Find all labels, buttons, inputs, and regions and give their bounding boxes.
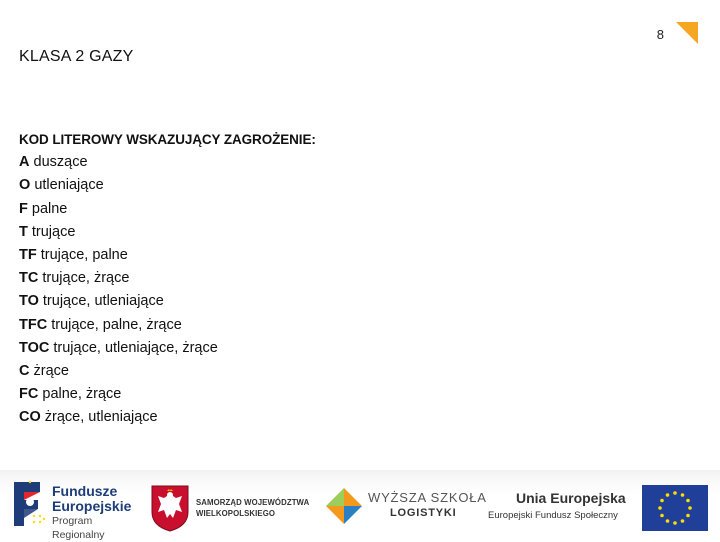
- hazard-description: trujące, palne: [40, 247, 128, 264]
- hazard-code: C: [19, 363, 30, 380]
- hazard-description: duszące: [33, 154, 88, 171]
- orange-corner-icon: [676, 22, 698, 44]
- list-item: [19, 360, 316, 383]
- hazard-description: palne, żrące: [42, 386, 122, 403]
- list-heading: KOD LITEROWY WSKAZUJĄCY ZAGROŻENIE:: [19, 132, 316, 147]
- list-item: [19, 290, 316, 313]
- wsl-line-2: LOGISTYKI: [390, 507, 457, 519]
- fe-line-2: Europejskie: [52, 498, 132, 514]
- hazard-code: TFC: [19, 316, 48, 333]
- eu-flag-icon: [642, 485, 708, 531]
- hazard-code: O: [19, 177, 31, 194]
- hazard-code: T: [19, 223, 28, 240]
- hazard-description: trujące, żrące: [42, 270, 130, 287]
- hazard-description: trujące, utleniające: [42, 293, 164, 310]
- wielkopolska-crest-icon: [150, 484, 190, 532]
- ue-line-1: Unia Europejska: [516, 490, 626, 506]
- wsl-line-1: WYŻSZA SZKOŁA: [368, 490, 487, 505]
- footer-logo-bar: [0, 470, 720, 540]
- hazard-code: A: [19, 154, 30, 171]
- hazard-code: FC: [19, 386, 39, 403]
- list-item: [19, 198, 316, 221]
- list-item: [19, 383, 316, 406]
- list-item: [19, 151, 316, 174]
- hazard-description: trujące, palne, żrące: [51, 316, 182, 333]
- fe-line-1: Fundusze: [52, 483, 118, 499]
- wielkopolska-logo: [150, 484, 318, 532]
- fe-line-3: Program Regionalny: [52, 515, 105, 541]
- hazard-code-list: [19, 128, 316, 430]
- wlkp-line-1: SAMORZĄD WOJEWÓDZTWA: [196, 498, 310, 507]
- ue-line-2: Europejski Fundusz Społeczny: [488, 510, 618, 521]
- hazard-description: palne: [31, 200, 68, 217]
- list-item: [19, 314, 316, 337]
- hazard-code: TF: [19, 247, 37, 264]
- hazard-code: TOC: [19, 339, 50, 356]
- hazard-description: żrące, utleniające: [44, 409, 158, 426]
- list-item: [19, 244, 316, 267]
- hazard-description: utleniające: [34, 177, 104, 194]
- wsl-logo: [326, 488, 486, 528]
- wielkopolska-text: [196, 497, 309, 519]
- hazard-code: CO: [19, 409, 41, 426]
- hazard-description: żrące: [33, 363, 69, 380]
- list-item: [19, 267, 316, 290]
- fundusze-europejskie-logo: [10, 476, 146, 541]
- hazard-description: trujące, utleniające, żrące: [53, 339, 218, 356]
- list-item: [19, 406, 316, 429]
- fundusze-europejskie-text: [52, 484, 146, 542]
- wlkp-line-2: WIELKOPOLSKIEGO: [196, 509, 276, 518]
- list-item: [19, 221, 316, 244]
- wsl-logo-icon: [326, 488, 362, 524]
- hazard-code: TC: [19, 270, 39, 287]
- hazard-code: F: [19, 200, 28, 217]
- fundusze-europejskie-logo-icon: [10, 476, 46, 532]
- list-item: [19, 174, 316, 197]
- slide-title: KLASA 2 GAZY: [19, 48, 134, 65]
- unia-europejska-text: [488, 490, 634, 526]
- page-number: 8: [656, 27, 664, 42]
- list-item: [19, 337, 316, 360]
- hazard-description: trujące: [31, 223, 76, 240]
- hazard-code: TO: [19, 293, 39, 310]
